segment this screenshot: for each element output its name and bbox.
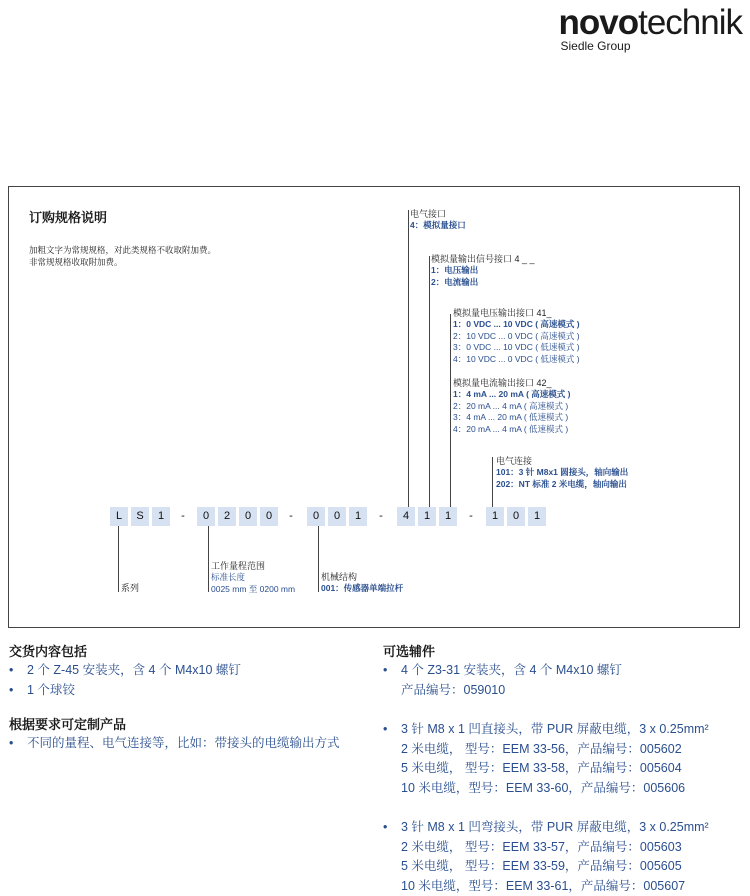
- elec-interface-block: [410, 208, 466, 232]
- code-cell: 1: [349, 507, 367, 526]
- accessory-group-3: [383, 818, 709, 896]
- accessory-cable-line: 10 米电缆，型号：EEM 33-60，产品编号：005606: [401, 780, 686, 795]
- range-title: 工作量程范围: [211, 561, 266, 571]
- code-cell: 1: [439, 507, 457, 526]
- elec-connection-block: [496, 455, 628, 490]
- accessory-group-1-part: 产品编号：059010: [401, 682, 506, 697]
- mechanical-block: [321, 571, 403, 595]
- accessory-group-2-head: • 3 针 M8 x 1 凹直接头，带 PUR 屏蔽电缆，3 x 0.25mm²: [383, 722, 709, 736]
- code-cell: L: [110, 507, 128, 526]
- accessory-group-3-head: • 3 针 M8 x 1 凹弯接头，带 PUR 屏蔽电缆，3 x 0.25mm²: [383, 820, 709, 834]
- code-cell: 1: [418, 507, 436, 526]
- code-dash: -: [289, 510, 293, 522]
- delivery-title: 交货内容包括: [9, 644, 88, 659]
- ordering-note-nonstandard: 非常规规格收取附加费。: [29, 257, 123, 267]
- code-cell: 0: [197, 507, 215, 526]
- range-sub: 标准长度: [211, 572, 246, 582]
- accessory-group-2: [383, 720, 709, 798]
- leader-elec-connection: [492, 457, 493, 507]
- voltage-output-block: [453, 307, 580, 365]
- accessory-cable-line: 5 米电缆， 型号：EEM 33-59，产品编号：005605: [401, 859, 682, 874]
- leader-series: [118, 526, 119, 592]
- accessory-cable-line: 2 米电缆， 型号：EEM 33-57，产品编号：005603: [401, 839, 682, 854]
- voltage-output-item: 3：0 VDC ... 10 VDC ( 低速模式 ): [453, 342, 580, 352]
- accessory-group-1: • 4 个 Z3-31 安装夹，含 4 个 M4x10 螺钉: [383, 663, 622, 677]
- code-cell: S: [131, 507, 149, 526]
- leader-elec-interface: [408, 210, 409, 507]
- current-output-block: [453, 377, 570, 435]
- range-values: 0025 mm 至 0200 mm: [211, 583, 296, 594]
- code-cell: 0: [260, 507, 278, 526]
- accessories-title: 可选辅件: [383, 644, 436, 659]
- code-cell: 0: [239, 507, 257, 526]
- custom-section: [9, 716, 340, 754]
- code-cell: 2: [218, 507, 236, 526]
- code-dash: -: [469, 510, 473, 522]
- leader-analog-output: [429, 256, 430, 507]
- logo-wordmark: novotechnik: [558, 3, 742, 42]
- range-block: [211, 560, 295, 595]
- code-dash: -: [379, 510, 383, 522]
- code-cell: 0: [507, 507, 525, 526]
- custom-title: 根据要求可定制产品: [9, 717, 127, 732]
- code-cell: 1: [152, 507, 170, 526]
- code-cell: 0: [328, 507, 346, 526]
- code-cell: 0: [307, 507, 325, 526]
- voltage-output-item: 2：10 VDC ... 0 VDC ( 高速模式 ): [453, 330, 580, 341]
- brand-logo: [558, 4, 742, 53]
- ordering-title: 订购规格说明: [29, 210, 108, 225]
- leader-voltage-current: [450, 314, 451, 507]
- voltage-output-item: 4：10 VDC ... 0 VDC ( 低速模式 ): [453, 353, 580, 364]
- current-output-item: 4：20 mA ... 4 mA ( 低速模式 ): [453, 423, 569, 434]
- analog-output-item: 2：电流输出: [431, 276, 479, 287]
- mechanical-item: 001：传感器单端拉杆: [321, 583, 404, 593]
- code-dash: -: [181, 510, 185, 522]
- code-cell: 1: [486, 507, 504, 526]
- delivery-item: • 1 个球铰: [9, 682, 75, 697]
- accessory-cable-line: 2 米电缆， 型号：EEM 33-56，产品编号：005602: [401, 741, 682, 756]
- current-output-item: 3：4 mA ... 20 mA ( 低速模式 ): [453, 412, 569, 422]
- ordering-note-standard: 加粗文字为常规规格，对此类规格不收取附加费。: [29, 245, 217, 255]
- elec-connection-item: 101：3 针 M8x1 圆接头，轴向输出: [496, 467, 629, 477]
- accessory-cable-line: 5 米电缆， 型号：EEM 33-58，产品编号：005604: [401, 761, 682, 776]
- code-cell: 4: [397, 507, 415, 526]
- elec-connection-title: 电气连接: [496, 456, 533, 466]
- current-output-title: 模拟量电流输出接口 42_: [453, 378, 552, 388]
- elec-interface-item: 4：模拟量接口: [410, 220, 466, 230]
- leader-mechanical: [318, 526, 319, 592]
- voltage-output-title: 模拟量电压输出接口 41_: [453, 308, 552, 318]
- elec-connection-item: 202：NT 标准 2 米电缆，轴向输出: [496, 478, 627, 489]
- delivery-item: • 2 个 Z-45 安装夹，含 4 个 M4x10 螺钉: [9, 663, 241, 677]
- logo-subtitle: Siedle Group: [560, 39, 631, 53]
- current-output-item: 2：20 mA ... 4 mA ( 高速模式 ): [453, 400, 569, 411]
- current-output-item: 1：4 mA ... 20 mA ( 高速模式 ): [453, 389, 571, 399]
- accessory-cable-line: 10 米电缆，型号：EEM 33-61，产品编号：005607: [401, 878, 686, 893]
- analog-output-block: [431, 253, 535, 288]
- mechanical-title: 机械结构: [321, 572, 358, 582]
- analog-output-title: 模拟量输出信号接口 4 _ _: [431, 254, 535, 264]
- analog-output-item: 1：电压输出: [431, 265, 479, 275]
- order-code: [110, 507, 550, 526]
- custom-item: • 不同的量程、电气连接等，比如：带接头的电缆输出方式: [9, 736, 340, 750]
- leader-range: [208, 526, 209, 592]
- delivery-section: [9, 643, 241, 700]
- accessories-section: [383, 643, 622, 700]
- voltage-output-item: 1：0 VDC ... 10 VDC ( 高速模式 ): [453, 319, 580, 329]
- series-label: 系列: [121, 583, 140, 593]
- code-cell: 1: [528, 507, 546, 526]
- elec-interface-title: 电气接口: [410, 209, 447, 219]
